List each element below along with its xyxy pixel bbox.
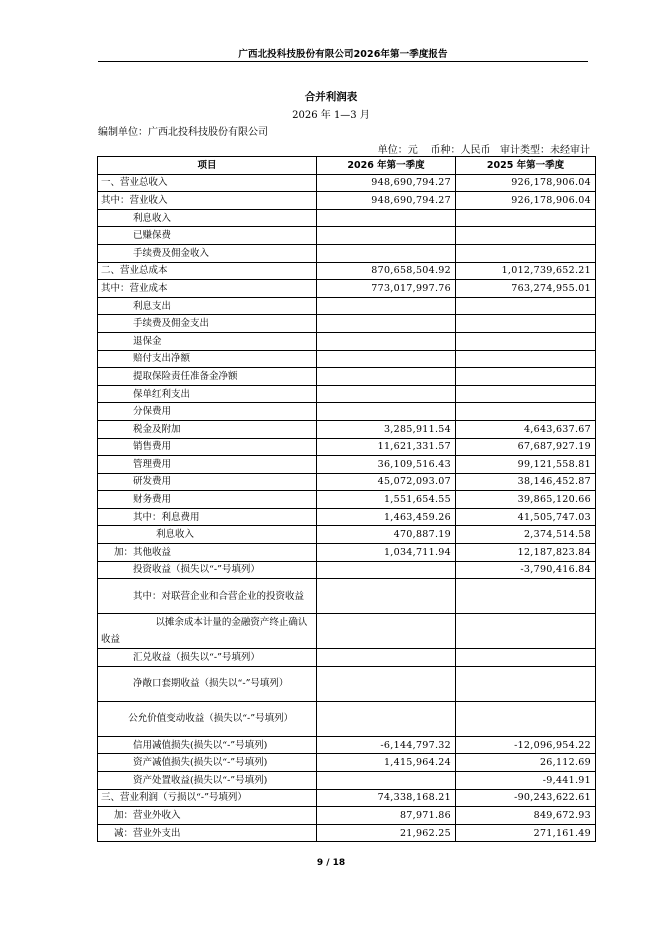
value-2026: 1,034,711.94 [317,544,456,562]
row-item-label: 手续费及佣金收入 [98,244,317,262]
page-number: 9 / 18 [316,858,346,868]
table-row [98,297,596,315]
value-2025 [456,701,596,736]
value-2026: 3,285,911.54 [317,420,456,438]
income-statement-table [97,156,596,842]
row-item-label: 退保金 [98,332,317,350]
row-item-label: 汇兑收益（损失以“-”号填列） [98,649,317,667]
table-row [98,491,596,509]
row-item-label: 利息收入 [98,209,317,227]
table-header-row [98,157,596,175]
statement-period: 2026 年 1—3 月 [292,110,370,121]
row-item-label: 已赚保费 [98,227,317,245]
table-row [98,280,596,298]
value-2025 [456,297,596,315]
value-2025: -12,096,954.22 [456,736,596,754]
value-2025 [456,227,596,245]
table-row [98,403,596,421]
row-item-label: 资产处置收益(损失以“-”号填列) [98,772,317,790]
row-item-label: 投资收益（损失以“-”号填列） [98,561,317,579]
table-row [98,736,596,754]
value-2025 [456,614,596,649]
row-item-label: 减：营业外支出 [98,824,317,842]
value-2025 [456,244,596,262]
table-row [98,262,596,280]
row-item-label: 资产减值损失(损失以“-”号填列) [98,754,317,772]
value-2026: -6,144,797.32 [317,736,456,754]
value-2025: 38,146,452.87 [456,473,596,491]
value-2026 [317,227,456,245]
column-header-2025: 2025 年第一季度 [456,157,596,175]
statement-title: 合并利润表 [304,91,358,103]
table-row [98,438,596,456]
value-2025 [456,579,596,614]
table-row [98,192,596,210]
value-2025: 849,672.93 [456,807,596,825]
table-row [98,174,596,192]
table-row [98,508,596,526]
table-row [98,385,596,403]
value-2025 [456,649,596,667]
value-2025 [456,332,596,350]
value-2025 [456,315,596,333]
table-row [98,614,596,649]
row-item-label [98,614,317,649]
value-2026 [317,332,456,350]
value-2026: 470,887.19 [317,526,456,544]
table-row [98,526,596,544]
table-row [98,209,596,227]
value-2026 [317,561,456,579]
table-row [98,561,596,579]
compiling-unit: 编制单位：广西北投科技股份有限公司 [98,127,268,138]
value-2025: 1,012,739,652.21 [456,262,596,280]
table-row [98,544,596,562]
row-item-label: 其中：利息费用 [98,508,317,526]
value-2026: 21,962.25 [317,824,456,842]
value-2025: 12,187,823.84 [456,544,596,562]
value-2026: 87,971.86 [317,807,456,825]
table-row [98,315,596,333]
table-row [98,350,596,368]
value-2025: 39,865,120.66 [456,491,596,509]
row-item-label: 二、营业总成本 [98,262,317,280]
value-2026 [317,772,456,790]
table-row [98,227,596,245]
value-2025 [456,385,596,403]
value-2026: 948,690,794.27 [317,174,456,192]
value-2025: 926,178,906.04 [456,174,596,192]
value-2026 [317,666,456,701]
value-2026: 1,551,654.55 [317,491,456,509]
value-2025 [456,350,596,368]
value-2025: 763,274,955.01 [456,280,596,298]
table-row [98,772,596,790]
value-2025: 2,374,514.58 [456,526,596,544]
value-2026 [317,385,456,403]
value-2026: 36,109,516.43 [317,456,456,474]
table-row [98,456,596,474]
value-2026: 870,658,504.92 [317,262,456,280]
value-2026: 948,690,794.27 [317,192,456,210]
row-item-label: 加：营业外收入 [98,807,317,825]
value-2026 [317,297,456,315]
table-row [98,807,596,825]
row-item-label: 加：其他收益 [98,544,317,562]
value-2026: 1,463,459.26 [317,508,456,526]
row-item-label: 一、营业总收入 [98,174,317,192]
table-row [98,789,596,807]
value-2025: 271,161.49 [456,824,596,842]
row-item-label [98,701,317,736]
value-2025: -3,790,416.84 [456,561,596,579]
value-2025 [456,403,596,421]
value-2026: 773,017,997.76 [317,280,456,298]
value-2026: 45,072,093.07 [317,473,456,491]
value-2025: 4,643,637.67 [456,420,596,438]
value-2025 [456,666,596,701]
row-item-label: 信用减值损失(损失以“-”号填列) [98,736,317,754]
row-item-label: 财务费用 [98,491,317,509]
row-item-label: 保单红利支出 [98,385,317,403]
header-rule [98,61,588,62]
table-row [98,649,596,667]
value-2026 [317,350,456,368]
row-item-label: 其中：营业成本 [98,280,317,298]
row-item-label: 赔付支出净额 [98,350,317,368]
table-row [98,666,596,701]
value-2026: 1,415,964.24 [317,754,456,772]
table-row [98,824,596,842]
value-2026 [317,701,456,736]
row-item-label: 其中：营业收入 [98,192,317,210]
value-2025: 67,687,927.19 [456,438,596,456]
value-2026 [317,368,456,386]
report-header: 广西北投科技股份有限公司2026年第一季度报告 [238,49,448,60]
row-item-label: 其中：对联营企业和合营企业的投资收益 [98,579,317,614]
value-2026: 74,338,168.21 [317,789,456,807]
value-2025: 99,121,558.81 [456,456,596,474]
row-item-label: 税金及附加 [98,420,317,438]
value-2025 [456,368,596,386]
value-2026 [317,614,456,649]
table-row [98,701,596,736]
column-header-item: 项目 [98,157,317,175]
value-2026 [317,315,456,333]
row-item-label: 分保费用 [98,403,317,421]
table-row [98,332,596,350]
value-2026: 11,621,331.57 [317,438,456,456]
value-2025: 926,178,906.04 [456,192,596,210]
table-row [98,420,596,438]
row-item-label: 利息支出 [98,297,317,315]
row-item-label: 提取保险责任准备金净额 [98,368,317,386]
row-item-label: 手续费及佣金支出 [98,315,317,333]
row-item-label: 管理费用 [98,456,317,474]
table-row [98,754,596,772]
row-item-text: 以摊余成本计量的金融资产终止确认收益 [101,617,308,646]
value-2025: 26,112.69 [456,754,596,772]
row-item-label: 利息收入 [98,526,317,544]
row-item-label: 研发费用 [98,473,317,491]
value-2026 [317,403,456,421]
table-row [98,244,596,262]
table-row [98,368,596,386]
value-2025 [456,209,596,227]
row-item-text: 公允价值变动收益（损失以“-”号填列） [128,713,294,725]
row-item-label: 销售费用 [98,438,317,456]
table-row [98,473,596,491]
value-2026 [317,579,456,614]
row-item-label: 净敞口套期收益（损失以“-”号填列） [98,666,317,701]
column-header-2026: 2026 年第一季度 [317,157,456,175]
value-2026 [317,244,456,262]
unit-currency-audit-line: 单位：元 币种：人民币 审计类型：未经审计 [377,145,590,156]
value-2026 [317,649,456,667]
value-2025: 41,505,747.03 [456,508,596,526]
table-row [98,579,596,614]
value-2026 [317,209,456,227]
value-2025: -9,441.91 [456,772,596,790]
value-2025: -90,243,622.61 [456,789,596,807]
row-item-label: 三、营业利润（亏损以“-”号填列） [98,789,317,807]
